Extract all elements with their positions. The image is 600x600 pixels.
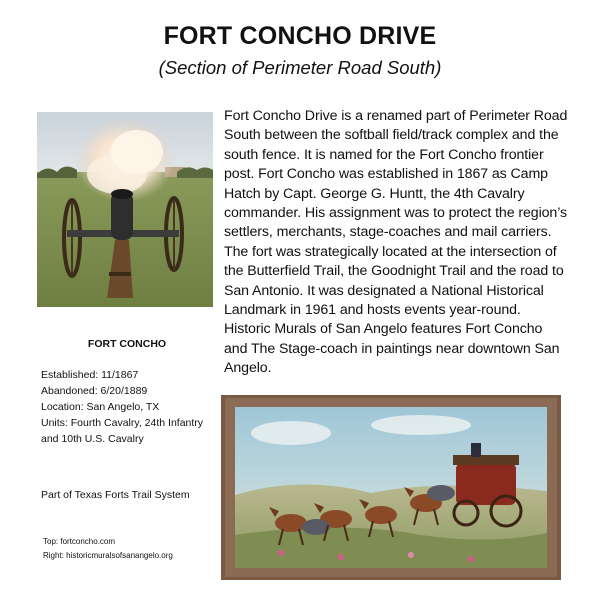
page-subtitle: (Section of Perimeter Road South) — [158, 57, 442, 78]
cannon-photo — [37, 112, 213, 307]
trail-system-note: Part of Texas Forts Trail System — [41, 489, 190, 501]
credit-top: Top: fortconcho.com — [43, 537, 116, 546]
photo-credits — [43, 535, 173, 563]
stagecoach-mural — [221, 395, 561, 580]
fact-location: Location: San Angelo, TX — [41, 401, 160, 413]
credit-right: Right: historicmuralsofsanangelo.org — [43, 551, 173, 560]
fact-units: Units: Fourth Cavalry, 24th Infantry and 10th U.S. Cavalry — [41, 417, 204, 445]
page-title: FORT CONCHO DRIVE — [163, 22, 437, 50]
fact-established: Established: 11/1867 — [41, 369, 139, 381]
fort-facts — [41, 367, 221, 447]
fact-abandoned: Abandoned: 6/20/1889 — [41, 385, 148, 397]
body-paragraph: Fort Concho Drive is a renamed part of Perimeter Road South between the softball field/track complex and the south fence. It is named for the Fort Concho frontier post. Fort Concho was established in 1867 as Camp Hatch by Capt. George G. Huntt, the 4th Cavalry commander. His assignment was to protect the region’s settlers, merchants, stage-coaches and mail carriers. The fort was strategically located at the intersection of the Butterfield Trail, the Goodnight Trail and the road to San Antonio. It was designated a National Historical Landmark in 1961 and hosts events year-round. Historic Murals of San Angelo features Fort Concho and The Stage-coach in paintings near downtown San Angelo. — [224, 108, 568, 377]
sidebar-heading: FORT CONCHO — [87, 338, 167, 350]
